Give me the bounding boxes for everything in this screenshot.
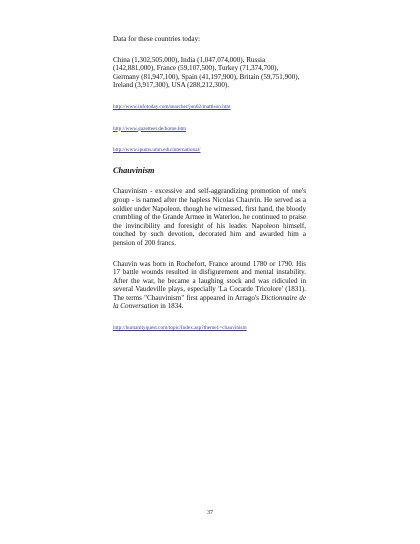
humanityquest-link[interactable]: http://humanityquest.com/topic/Index.asp?theme1=chauvinism [113, 325, 247, 332]
section-heading: Chauvinism [113, 165, 155, 175]
ipums-link[interactable]: http://www.ipums.umn.edu/international/ [113, 147, 201, 154]
countries-data-paragraph: China (1,302,505,000), India (1,047,074,000), Russia (142,881,000), France (59,107,500), Turkey (71,374,700), Germany (81,947,100), Spain (41,197,900), Britain (59,751,900), Ireland (3,917,300), USA (288,212,300). [113, 55, 300, 90]
gazetteer-link[interactable]: http://www.gazetteer.de/home.htm [113, 125, 187, 132]
dictionary-title: Dictionnaire de la Conversation [113, 293, 306, 311]
paragraph-2-end: in 1834. [158, 302, 184, 311]
infotoday-link[interactable]: http://www.infotoday.com/searcher/jun02/mattison.htm [113, 103, 231, 110]
paragraph-2-text: Chauvin was born in Rochefort, France around 1780 or 1790. His 17 battle wounds resulted in disfigurement and mental instability. After the war, he became a laughing stock and was ridiculed in several Vaudeville plays, especially 'La Cocarde Tricolore' (1831). The terms "Chauvinism" first appeared in Arrago's [113, 259, 306, 302]
page-content [113, 35, 306, 333]
page-number: 37 [207, 510, 213, 516]
chauvinism-paragraph-2 [113, 260, 306, 312]
chauvinism-paragraph-1: Chauvinism - excessive and self-aggrandizing promotion of one's group - is named after the hapless Nicolas Chauvin. He served as a soldier under Napoleon. though he witnessed, first hand, the bloody crumbling of the Grande Armee in Waterloo, he continued to praise the invincibility and foresight of his leader. Napoleon himself, touched by such devotion, decorated him and awarded him a pension of 200 francs. [113, 187, 306, 247]
intro-text: Data for these countries today: [113, 35, 201, 43]
